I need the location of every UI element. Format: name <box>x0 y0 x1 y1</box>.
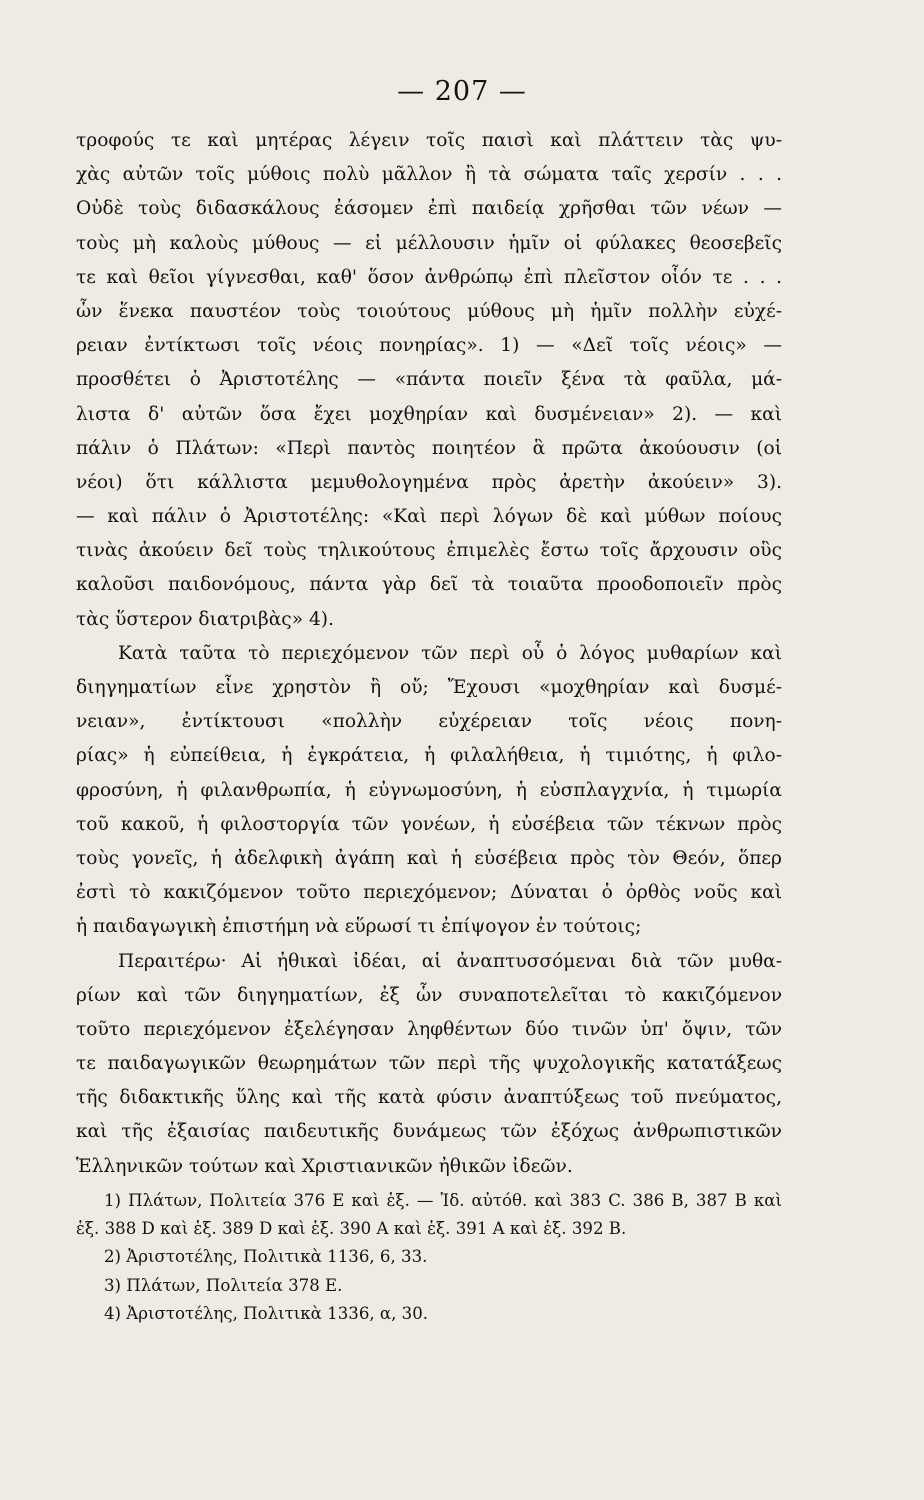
text-line: φροσύνη, ἡ φιλανθρωπία, ἡ εὐγνωμοσύνη, ἡ εὐσπλαγχνία, ἡ τιμωρία <box>76 779 782 801</box>
text-line: Κατὰ ταῦτα τὸ περιεχόμενον τῶν περὶ οὗ ὁ λόγος μυθαρίων καὶ <box>118 642 782 664</box>
text-line: διηγηματίων εἶνε χρηστὸν ἢ οὔ; Ἔχουσι «μοχθηρίαν καὶ δυσμέ- <box>76 677 782 698</box>
text-line: τοῦτο περιεχόμενον ἐξελέγησαν ληφθέντων δύο τινῶν ὑπ' ὄψιν, τῶν <box>76 1018 782 1040</box>
text-line: τὰς ὕστερον διατριβὰς» 4). <box>76 608 334 630</box>
page-number: — 207 — <box>397 76 527 107</box>
text-line: λιστα δ' αὐτῶν ὅσα ἔχει μοχθηρίαν καὶ δυσμένειαν» 2). — καὶ <box>76 403 782 425</box>
footnote: 1) Πλάτων, Πολιτεία 376 Ε καὶ ἑξ. — Ἰδ. αὐτόθ. καὶ 383 C. 386 Β, 387 Β καὶ <box>104 1191 782 1210</box>
text-line: ἐστὶ τὸ κακιζόμενον τοῦτο περιεχόμενον; Δύναται ὁ ὀρθὸς νοῦς καὶ <box>76 882 782 904</box>
footnote: 4) Ἀριστοτέλης, Πολιτικὰ 1336, α, 30. <box>104 1303 429 1323</box>
text-line: τῆς διδακτικῆς ὕλης καὶ τῆς κατὰ φύσιν ἀναπτύξεως τοῦ πνεύματος, <box>76 1087 782 1109</box>
text-line: τοῦ κακοῦ, ἡ φιλοστοργία τῶν γονέων, ἡ εὐσέβεια τῶν τέκνων πρὸς <box>76 813 782 835</box>
text-line: νειαν», ἐντίκτουσι «πολλὴν εὐχέρειαν τοῖς νέοις πονη- <box>76 711 782 733</box>
text-line: τε καὶ θεῖοι γίγνεσθαι, καθ' ὅσον ἀνθρώπῳ ἐπὶ πλεῖστον οἷόν τε . . . <box>76 266 782 288</box>
text-line: Οὐδὲ τοὺς διδασκάλους ἐάσομεν ἐπὶ παιδείᾳ χρῆσθαι τῶν νέων — <box>76 198 782 220</box>
body-text <box>76 124 782 1184</box>
text-line: καλοῦσι παιδονόμους, πάντα γὰρ δεῖ τὰ τοιαῦτα προοδοποιεῖν πρὸς <box>76 574 782 596</box>
text-line: τε παιδαγωγικῶν θεωρημάτων τῶν περὶ τῆς ψυχολογικῆς κατατάξεως <box>76 1053 782 1075</box>
footnote: 2) Ἀριστοτέλης, Πολιτικὰ 1136, 6, 33. <box>104 1247 428 1267</box>
footnote: ἑξ. 388 D καὶ ἑξ. 389 D καὶ ἑξ. 390 Α καὶ ἑξ. 391 Α καὶ ἑξ. 392 Β. <box>76 1219 627 1239</box>
text-line: πάλιν ὁ Πλάτων: «Περὶ παντὸς ποιητέον ἃ πρῶτα ἀκούουσιν (οἱ <box>76 437 782 459</box>
text-line: Ἑλληνικῶν τούτων καὶ Χριστιανικῶν ἠθικῶν ἰδεῶν. <box>76 1155 573 1177</box>
text-line: τινὰς ἀκούειν δεῖ τοὺς τηλικούτους ἐπιμελὲς ἔστω τοῖς ἄρχουσιν οὓς <box>76 540 782 562</box>
text-line: χὰς αὐτῶν τοῖς μύθοις πολὺ μᾶλλον ἢ τὰ σώματα ταῖς χερσίν . . . <box>76 164 782 186</box>
footnotes <box>76 1187 782 1328</box>
text-line: ρειαν ἐντίκτωσι τοῖς νέοις πονηρίας». 1) — «Δεῖ τοῖς νέοις» — <box>76 335 782 357</box>
text-line: προσθέτει ὁ Ἀριστοτέλης — «πάντα ποιεῖν ξένα τὰ φαῦλα, μά- <box>76 369 782 391</box>
text-line: Περαιτέρω· Αἱ ἠθικαὶ ἰδέαι, αἱ ἀναπτυσσόμεναι διὰ τῶν μυθα- <box>118 950 782 972</box>
text-line: ἡ παιδαγωγικὴ ἐπιστήμη νὰ εὕρωσί τι ἐπίψογον ἐν τούτοις; <box>76 916 642 938</box>
text-line: ρίας» ἡ εὐπείθεια, ἡ ἐγκράτεια, ἡ φιλαλήθεια, ἡ τιμιότης, ἡ φιλο- <box>76 745 782 767</box>
text-line: — καὶ πάλιν ὁ Ἀριστοτέλης: «Καὶ περὶ λόγων δὲ καὶ μύθων ποίους <box>76 506 782 528</box>
text-line: ρίων καὶ τῶν διηγηματίων, ἐξ ὧν συναποτελεῖται τὸ κακιζόμενον <box>76 984 782 1006</box>
text-line: τοὺς γονεῖς, ἡ ἀδελφικὴ ἀγάπη καὶ ἡ εὐσέβεια πρὸς τὸν Θεόν, ὅπερ <box>76 847 782 869</box>
text-line: ὧν ἕνεκα παυστέον τοὺς τοιούτους μύθους μὴ ἡμῖν πολλὴν εὐχέ- <box>76 300 782 322</box>
text-line: καὶ τῆς ἐξαισίας παιδευτικῆς δυνάμεως τῶν ἐξόχως ἀνθρωπιστικῶν <box>76 1121 782 1143</box>
text-line: τοὺς μὴ καλοὺς μύθους — εἰ μέλλουσιν ἡμῖν οἱ φύλακες θεοσεβεῖς <box>76 232 782 254</box>
footnote: 3) Πλάτων, Πολιτεία 378 Ε. <box>104 1275 343 1295</box>
text-line: νέοι) ὅτι κάλλιστα μεμυθολογημένα πρὸς ἀρετὴν ἀκούειν» 3). <box>76 471 782 493</box>
text-line: τροφούς τε καὶ μητέρας λέγειν τοῖς παισὶ καὶ πλάττειν τὰς ψυ- <box>76 130 782 151</box>
